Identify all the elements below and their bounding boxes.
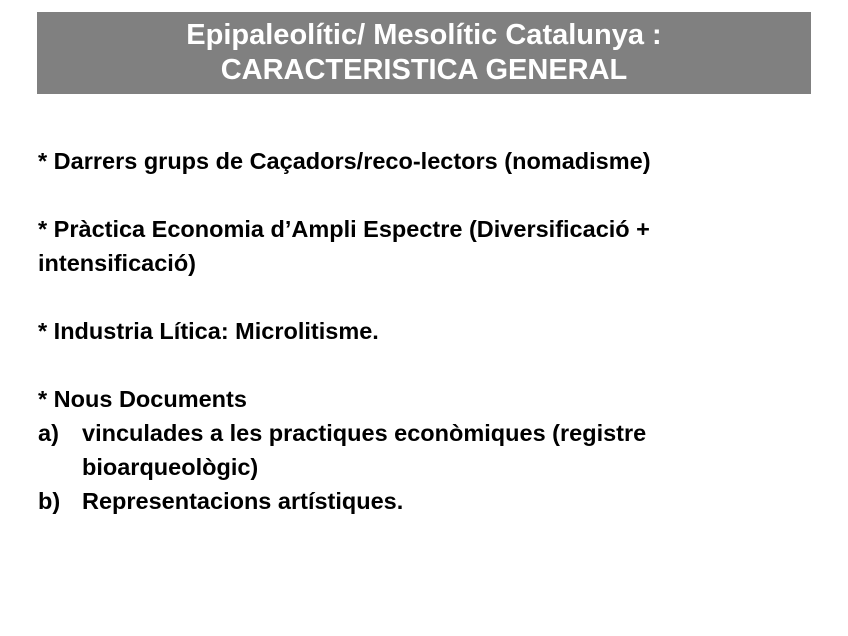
list-marker-a: a) (38, 420, 59, 446)
list-item-a-line-1: vinculades a les practiques econòmiques (registre (82, 420, 647, 446)
list-item-a-line-2: bioarqueològic) (82, 454, 259, 480)
spacer (38, 178, 808, 212)
list-marker-b: b) (38, 488, 61, 514)
list-item-b-line-1: Representacions artístiques. (82, 488, 404, 514)
slide-title-line-1: Epipaleolític/ Mesolític Catalunya : (186, 19, 662, 51)
bullet-broad-spectrum-line-2: intensificació) (38, 250, 197, 276)
bullet-new-documents: * Nous Documents (38, 386, 247, 412)
slide-title-line-2: CARACTERISTICA GENERAL (220, 54, 628, 86)
bullet-broad-spectrum-line-1: * Pràctica Economia d’Ampli Espectre (Diversificació + (38, 216, 650, 242)
slide-title-bar (37, 12, 811, 94)
slide-body (38, 144, 808, 518)
list-item-a (38, 416, 808, 484)
list-item-b (38, 484, 808, 518)
bullet-broad-spectrum-economy (38, 212, 808, 280)
bullet-lithic-industry: * Industria Lítica: Microlitisme. (38, 318, 379, 344)
spacer (38, 348, 808, 382)
bullet-hunter-gatherers: * Darrers grups de Caçadors/reco-lectors (nomadisme) (38, 148, 651, 174)
spacer (38, 280, 808, 314)
